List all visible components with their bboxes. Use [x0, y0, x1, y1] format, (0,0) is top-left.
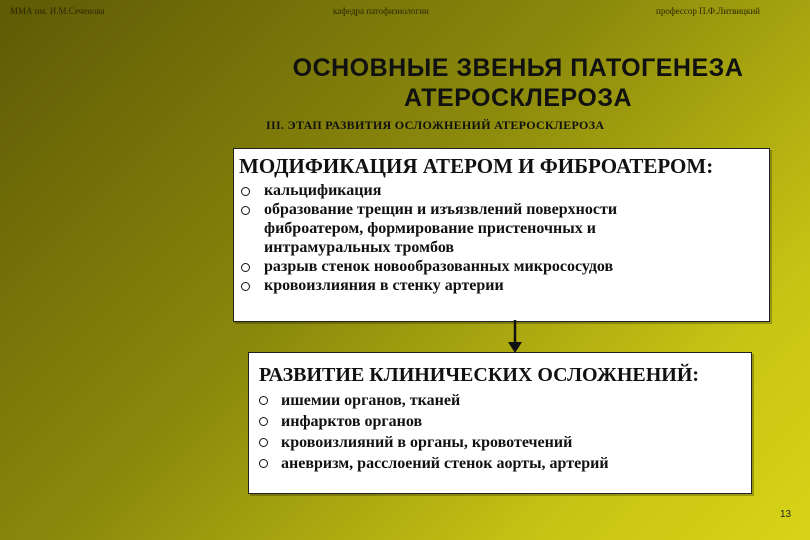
list-item	[234, 257, 769, 276]
bullet-icon	[259, 396, 268, 405]
list-item	[234, 181, 769, 200]
slide-title-line2: АТЕРОСКЛЕРОЗА	[403, 84, 633, 112]
slide-subtitle: III. ЭТАП РАЗВИТИЯ ОСЛОЖНЕНИЙ АТЕРОСКЛЕРОЗА	[266, 118, 605, 132]
list-item-text: кровоизлияний в органы, кровотечений	[281, 434, 573, 451]
list-item	[234, 276, 769, 295]
list-item-text: кальцификация	[264, 182, 382, 199]
bullet-icon	[241, 282, 250, 291]
list-item-text: кровоизлияния в стенку артерии	[264, 277, 504, 294]
arrow-down-icon	[505, 320, 525, 354]
list-item-text: инфарктов органов	[281, 413, 423, 430]
complications-list	[249, 390, 751, 474]
slide-title-line1: ОСНОВНЫЕ ЗВЕНЬЯ ПАТОГЕНЕЗА	[292, 54, 744, 82]
list-item-text: интрамуральных тромбов	[264, 239, 455, 256]
list-item-text: разрыв стенок новообразованных микрососудов	[264, 258, 614, 275]
bullet-icon	[241, 187, 250, 196]
bullet-icon	[259, 459, 268, 468]
list-item	[249, 432, 751, 453]
modification-list	[234, 181, 769, 295]
complications-box	[248, 352, 752, 494]
list-item	[234, 200, 769, 257]
list-item-text: ишемии органов, тканей	[281, 392, 461, 409]
bullet-icon	[259, 438, 268, 447]
modification-box	[233, 148, 770, 322]
list-item	[249, 390, 751, 411]
modification-box-title: МОДИФИКАЦИЯ АТЕРОМ И ФИБРОАТЕРОМ:	[239, 154, 714, 178]
header-center: кафедра патофизиологии	[333, 6, 429, 16]
bullet-icon	[259, 417, 268, 426]
list-item-text: образование трещин и изъязвлений поверхности	[264, 201, 618, 218]
header-right: профессор П.Ф.Литвицкий	[656, 6, 760, 16]
header-left: ММА им. И.М.Сеченова	[10, 6, 105, 16]
bullet-icon	[241, 206, 250, 215]
list-item-text: фиброатером, формирование пристеночных и	[264, 220, 596, 237]
bullet-icon	[241, 263, 250, 272]
list-item-text: аневризм, расслоений стенок аорты, артерий	[281, 455, 609, 472]
list-item	[249, 411, 751, 432]
complications-box-title: РАЗВИТИЕ КЛИНИЧЕСКИХ ОСЛОЖНЕНИЙ:	[259, 364, 700, 386]
list-item	[249, 453, 751, 474]
page-number: 13	[780, 509, 792, 520]
